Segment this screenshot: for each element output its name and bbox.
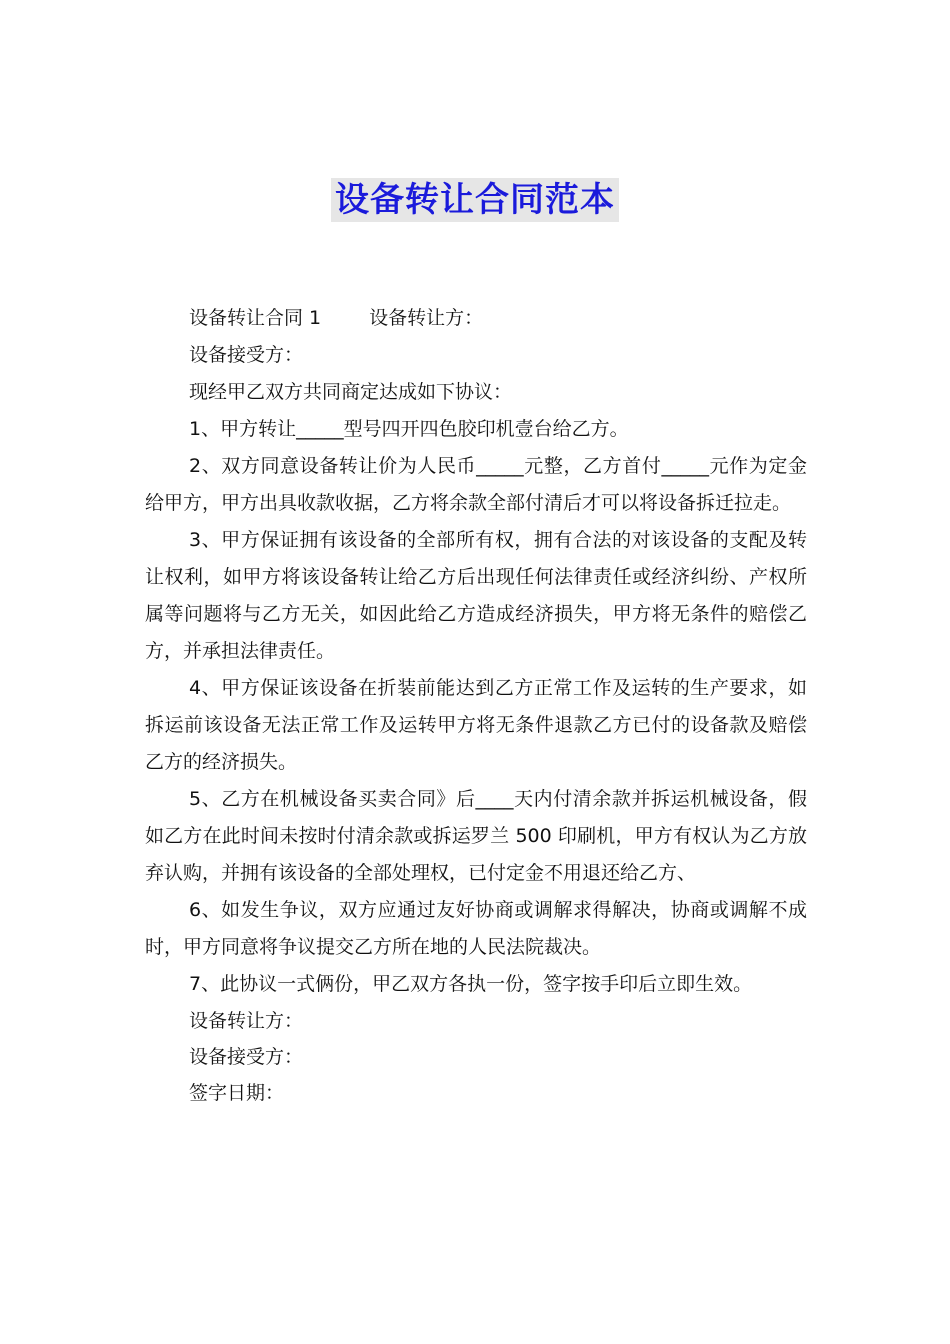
title-block <box>0 178 950 222</box>
clause-1: 1、甲方转让_____型号四开四色胶印机壹台给乙方。 <box>189 418 629 440</box>
document-body <box>145 300 807 1111</box>
header-line <box>145 300 807 337</box>
contract-number: 设备转让合同 1 <box>189 307 322 329</box>
clause-6: 6、如发生争议，双方应通过友好协商或调解求得解决，协商或调解不成时，甲方同意将争议提交乙方所在地的人民法院裁决。 <box>145 899 807 958</box>
signature-receiver: 设备接受方： <box>189 1046 304 1068</box>
transferor-label: 设备转让方： <box>369 307 484 329</box>
signature-transferor: 设备转让方： <box>189 1010 304 1032</box>
receiver-label: 设备接受方： <box>189 344 304 366</box>
document-title: 设备转让合同范本 <box>331 178 619 222</box>
clause-5: 5、乙方在机械设备买卖合同》后____天内付清余款并拆运机械设备，假如乙方在此时间未按时付清余款或拆运罗兰 500 印刷机，甲方有权认为乙方放弃认购，并拥有该设备的全部处理权，已付定金不用退还给乙方、 <box>145 788 807 884</box>
clause-4: 4、甲方保证该设备在折装前能达到乙方正常工作及运转的生产要求，如拆运前该设备无法正常工作及运转甲方将无条件退款乙方已付的设备款及赔偿乙方的经济损失。 <box>145 677 807 773</box>
signature-date: 签字日期： <box>189 1082 285 1104</box>
clause-2: 2、双方同意设备转让价为人民币_____元整，乙方首付_____元作为定金给甲方，甲方出具收款收据，乙方将余款全部付清后才可以将设备拆迁拉走。 <box>145 455 807 514</box>
clause-3: 3、甲方保证拥有该设备的全部所有权，拥有合法的对该设备的支配及转让权利，如甲方将该设备转让给乙方后出现任何法律责任或经济纠纷、产权所属等问题将与乙方无关，如因此给乙方造成经济损失，甲方将无条件的赔偿乙方，并承担法律责任。 <box>145 529 807 662</box>
intro-paragraph: 现经甲乙双方共同商定达成如下协议： <box>189 381 513 403</box>
clause-7: 7、此协议一式俩份，甲乙双方各执一份，签字按手印后立即生效。 <box>189 973 753 995</box>
